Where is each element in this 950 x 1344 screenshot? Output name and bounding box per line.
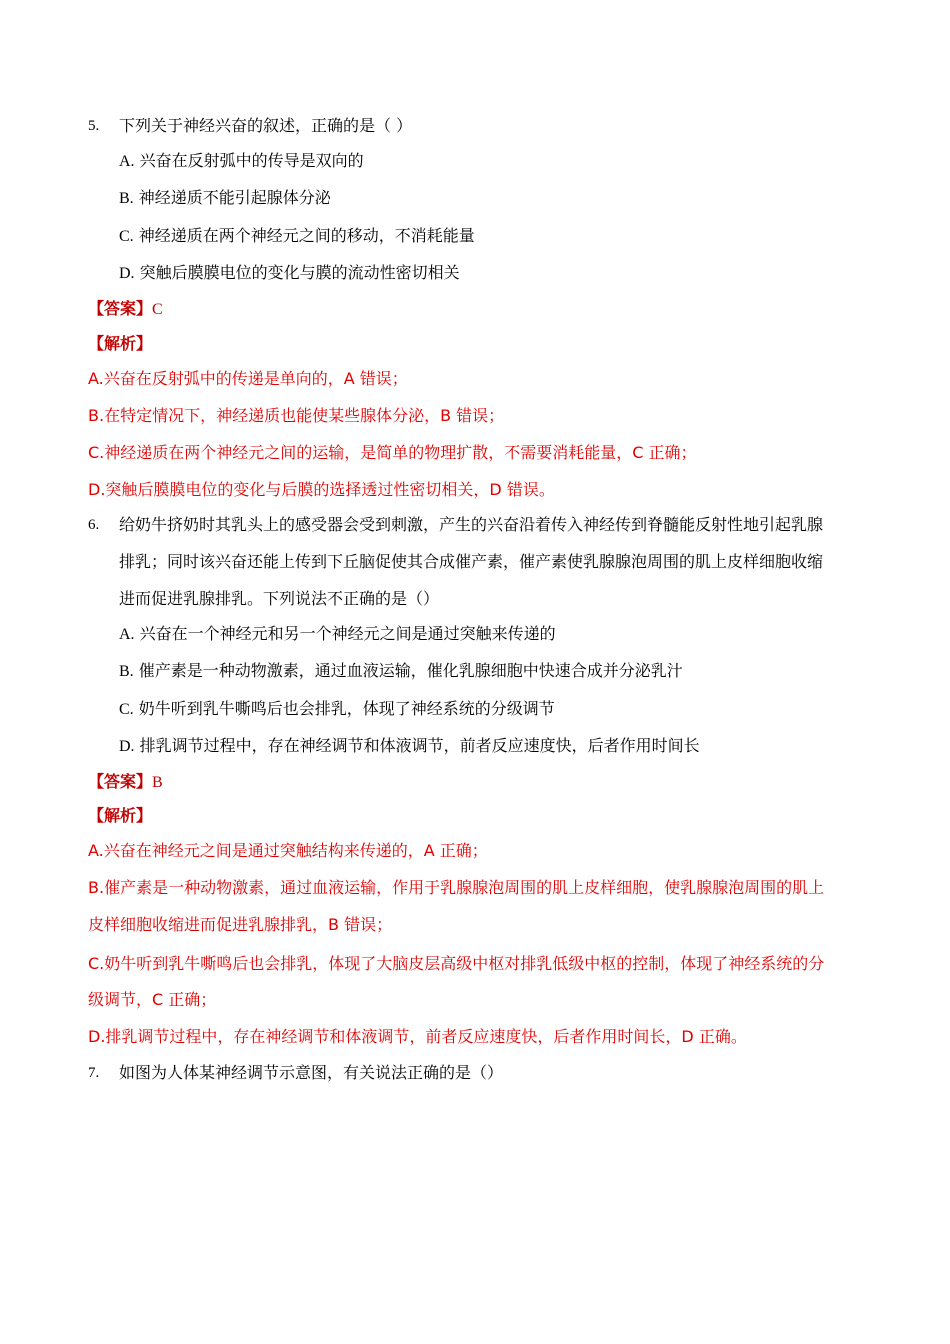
- question-6-option-a: [119, 624, 556, 645]
- option-letter: A.: [119, 153, 135, 170]
- option-text: 排乳调节过程中，存在神经调节和体液调节，前者反应速度快，后者作用时间长: [134, 736, 700, 755]
- question-5-explanation-c: C.神经递质在两个神经元之间的运输，是简单的物理扩散，不需要消耗能量，C 正确；: [88, 443, 697, 462]
- question-6-number: 6.: [88, 517, 100, 533]
- question-5-option-a: [119, 151, 364, 172]
- question-5-explanation-d: D.突触后膜膜电位的变化与后膜的选择透过性密切相关，D 错误。: [88, 480, 555, 499]
- option-text: 突触后膜膜电位的变化与膜的流动性密切相关: [134, 263, 460, 282]
- question-6-answer: [88, 772, 163, 793]
- option-letter: D.: [119, 265, 135, 282]
- answer-label: 【答案】: [88, 772, 153, 791]
- option-text: 神经递质不能引起腺体分泌: [133, 188, 331, 207]
- question-5-number: 5.: [88, 118, 100, 134]
- option-text: 兴奋在一个神经元和另一个神经元之间是通过突触来传递的: [134, 624, 556, 643]
- question-7-stem: 如图为人体某神经调节示意图，有关说法正确的是（）: [119, 1063, 504, 1082]
- question-5-explanation-b: B.在特定情况下，神经递质也能使某些腺体分泌，B 错误；: [88, 406, 505, 425]
- question-5-option-b: [119, 188, 331, 209]
- question-5-explanation-a: A.兴奋在反射弧中的传递是单向的，A 错误；: [88, 369, 408, 388]
- answer-value: B: [152, 774, 163, 791]
- option-letter: B.: [119, 663, 134, 680]
- question-6-explanation-c-line-1: C.奶牛听到乳牛嘶鸣后也会排乳，体现了大脑皮层高级中枢对排乳低级中枢的控制，体现了神经系统的分: [88, 954, 825, 973]
- question-6-option-c: [119, 699, 555, 720]
- question-5-stem: 下列关于神经兴奋的叙述，正确的是（ ）: [119, 116, 413, 135]
- option-letter: B.: [119, 190, 134, 207]
- question-5-answer: [88, 299, 163, 320]
- option-text: 奶牛听到乳牛嘶鸣后也会排乳，体现了神经系统的分级调节: [133, 699, 555, 718]
- question-5-option-d: [119, 263, 460, 284]
- option-letter: D.: [119, 738, 135, 755]
- question-6-analysis-label: 【解析】: [88, 806, 153, 825]
- question-6-option-b: [119, 661, 683, 682]
- question-6-explanation-b-line-1: B.催产素是一种动物激素，通过血液运输，作用于乳腺腺泡周围的肌上皮样细胞，使乳腺腺泡周围的肌上: [88, 878, 825, 897]
- question-6-stem-line-1: 给奶牛挤奶时其乳头上的感受器会受到刺激，产生的兴奋沿着传入神经传到脊髓能反射性地引起乳腺: [119, 515, 824, 534]
- question-6-explanation-b-line-2: 皮样细胞收缩进而促进乳腺排乳，B 错误；: [88, 915, 393, 934]
- option-letter: C.: [119, 228, 134, 245]
- option-letter: C.: [119, 701, 134, 718]
- question-6-explanation-c-line-2: 级调节，C 正确；: [88, 990, 217, 1009]
- answer-value: C: [152, 301, 163, 318]
- question-7-number: 7.: [88, 1065, 100, 1081]
- option-text: 催产素是一种动物激素，通过血液运输，催化乳腺细胞中快速合成并分泌乳汁: [133, 661, 683, 680]
- question-6-option-d: [119, 736, 700, 757]
- question-6-stem-line-3: 进而促进乳腺排乳。下列说法不正确的是（）: [119, 589, 440, 608]
- answer-label: 【答案】: [88, 299, 153, 318]
- question-6-explanation-d: D.排乳调节过程中，存在神经调节和体液调节，前者反应速度快，后者作用时间长，D 正确。: [88, 1027, 747, 1046]
- question-5-option-c: [119, 226, 475, 247]
- option-text: 兴奋在反射弧中的传导是双向的: [134, 151, 364, 170]
- question-6-stem-line-2: 排乳；同时该兴奋还能上传到下丘脑促使其合成催产素，催产素使乳腺腺泡周围的肌上皮样细胞收缩: [119, 552, 824, 571]
- question-6-explanation-a: A.兴奋在神经元之间是通过突触结构来传递的，A 正确；: [88, 841, 488, 860]
- option-letter: A.: [119, 626, 135, 643]
- option-text: 神经递质在两个神经元之间的移动，不消耗能量: [133, 226, 475, 245]
- question-5-analysis-label: 【解析】: [88, 334, 153, 353]
